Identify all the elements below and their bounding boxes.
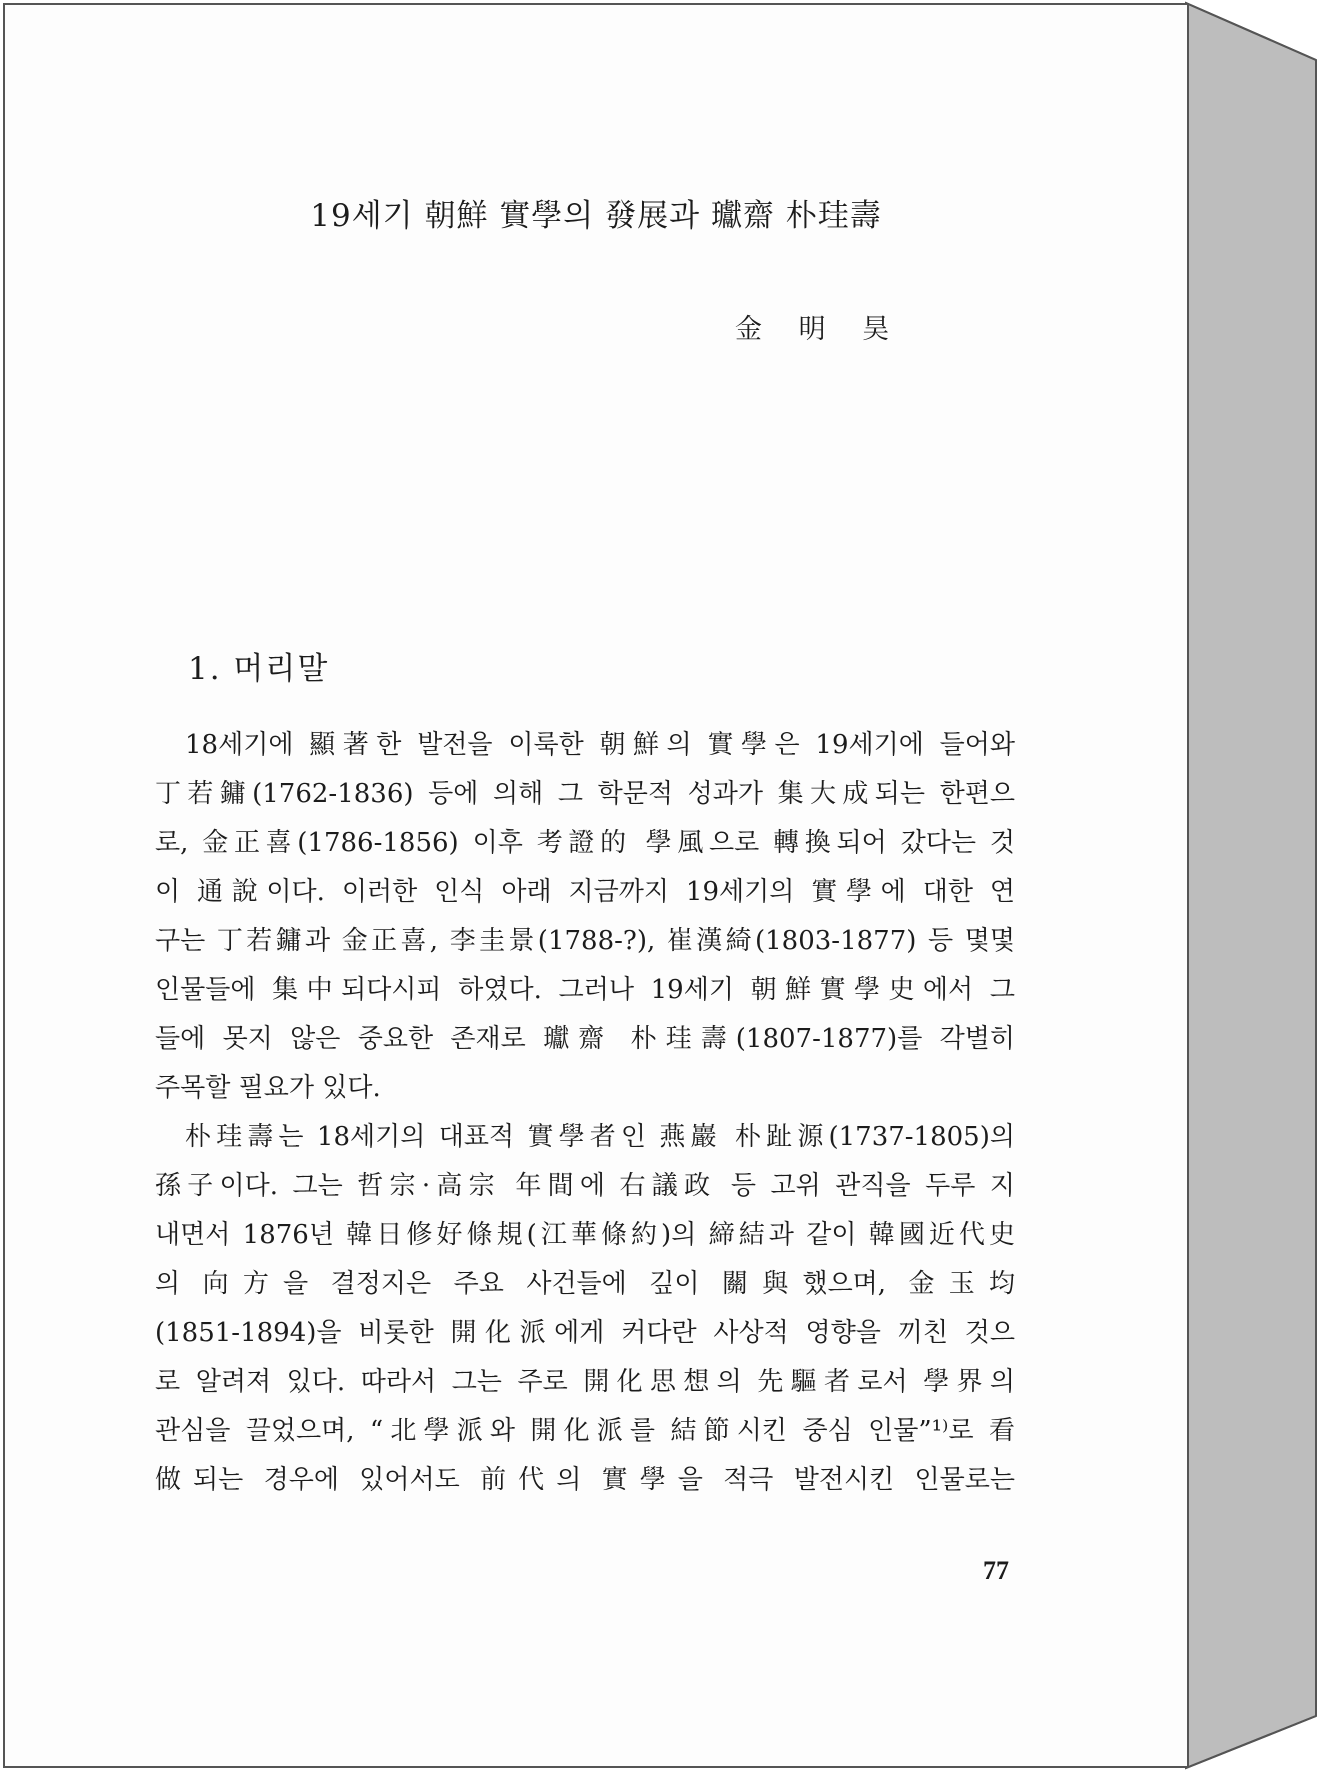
body-text — [155, 721, 1015, 1505]
paragraph-1-line: 丁若鏞(1762-1836) 등에 의해 그 학문적 성과가 集大成되는 한편으 — [155, 779, 1015, 809]
section-heading: 1. 머리말 — [188, 651, 330, 687]
paragraph-1-line: 인물들에 集中되다시피 하였다. 그러나 19세기 朝鮮實學史에서 그 — [155, 975, 1015, 1005]
paragraph-2-line: 孫子이다. 그는 哲宗·高宗 年間에 右議政 등 고위 관직을 두루 지 — [155, 1171, 1015, 1201]
paragraph-2-line: 로 알려져 있다. 따라서 그는 주로 開化思想의 先驅者로서 學界의 — [155, 1367, 1015, 1397]
paragraph-2-line: 朴珪壽는 18세기의 대표적 實學者인 燕巖 朴趾源(1737-1805)의 — [185, 1122, 1015, 1152]
paragraph-1-line: 구는 丁若鏞과 金正喜, 李圭景(1788-?), 崔漢綺(1803-1877) 등 몇몇 — [155, 926, 1015, 956]
book-side-edge — [1186, 3, 1316, 1768]
paragraph-1-line: 주목할 필요가 있다. — [155, 1073, 381, 1103]
page-number: 77 — [983, 1556, 1009, 1585]
page — [3, 3, 1189, 1768]
paragraph-2-line: 관심을 끌었으며, “北學派와 開化派를 結節시킨 중심 인물”¹⁾로 看 — [155, 1416, 1015, 1446]
paper-title: 19세기 朝鮮 實學의 發展과 瓛齋 朴珪壽 — [310, 198, 882, 234]
author-name: 金 明 昊 — [735, 314, 904, 345]
paragraph-2-line: (1851-1894)을 비롯한 開化派에게 커다란 사상적 영향을 끼친 것으 — [155, 1318, 1015, 1348]
paragraph-2-line: 의 向方을 결정지은 주요 사건들에 깊이 關與했으며, 金玉均 — [155, 1269, 1015, 1299]
paragraph-2-line: 내면서 1876년 韓日修好條規(江華條約)의 締結과 같이 韓國近代史 — [155, 1220, 1015, 1250]
paragraph-2-line: 做되는 경우에 있어서도 前代의 實學을 적극 발전시킨 인물로는 — [155, 1465, 1015, 1495]
paragraph-1-line: 들에 못지 않은 중요한 존재로 瓛齋 朴珪壽(1807-1877)를 각별히 — [155, 1024, 1015, 1054]
paragraph-1-line: 이 通說이다. 이러한 인식 아래 지금까지 19세기의 實學에 대한 연 — [155, 877, 1015, 907]
paragraph-1-line: 18세기에 顯著한 발전을 이룩한 朝鮮의 實學은 19세기에 들어와 — [185, 730, 1015, 760]
paragraph-1-line: 로, 金正喜(1786-1856) 이후 考證的 學風으로 轉換되어 갔다는 것 — [155, 828, 1015, 858]
